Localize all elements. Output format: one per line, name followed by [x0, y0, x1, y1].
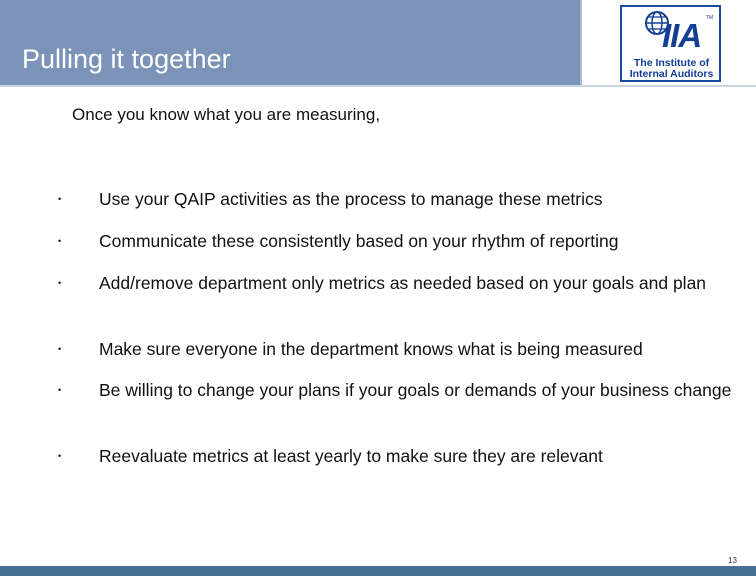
logo-text	[625, 58, 718, 80]
bullet-marker: •	[58, 385, 62, 395]
header-underline	[0, 85, 756, 87]
bullet-text: Make sure everyone in the department knows what is being measured	[99, 339, 643, 359]
bullet-marker: •	[58, 451, 62, 461]
header-divider	[580, 0, 582, 85]
bullet-item	[58, 187, 738, 211]
bullet-marker: •	[58, 344, 62, 354]
logo-text-line1: The Institute of	[633, 57, 710, 69]
bullet-item	[58, 337, 738, 361]
bullet-text: Be willing to change your plans if your goals or demands of your business change	[99, 380, 732, 400]
bullet-item	[58, 378, 738, 402]
slide-title: Pulling it together	[22, 44, 231, 74]
logo-text-line2: Internal Auditors	[629, 68, 714, 80]
page-number: 13	[728, 556, 737, 565]
footer-bar	[0, 566, 756, 576]
iia-logo	[620, 5, 721, 82]
bullet-text: Reevaluate metrics at least yearly to make sure they are relevant	[99, 446, 603, 466]
bullet-text: Add/remove department only metrics as needed based on your goals and plan	[99, 273, 707, 293]
bullet-marker: •	[58, 236, 62, 246]
logo-letters: IIA	[662, 17, 702, 54]
bullet-text: Use your QAIP activities as the process to manage these metrics	[99, 189, 603, 209]
bullet-item	[58, 444, 738, 468]
bullet-marker: •	[58, 194, 62, 204]
bullet-item	[58, 229, 738, 253]
bullet-text: Communicate these consistently based on your rhythm of reporting	[99, 231, 619, 251]
logo-trademark: TM	[706, 15, 714, 21]
bullet-item	[58, 271, 738, 295]
bullet-marker: •	[58, 278, 62, 288]
intro-text: Once you know what you are measuring,	[72, 105, 381, 124]
